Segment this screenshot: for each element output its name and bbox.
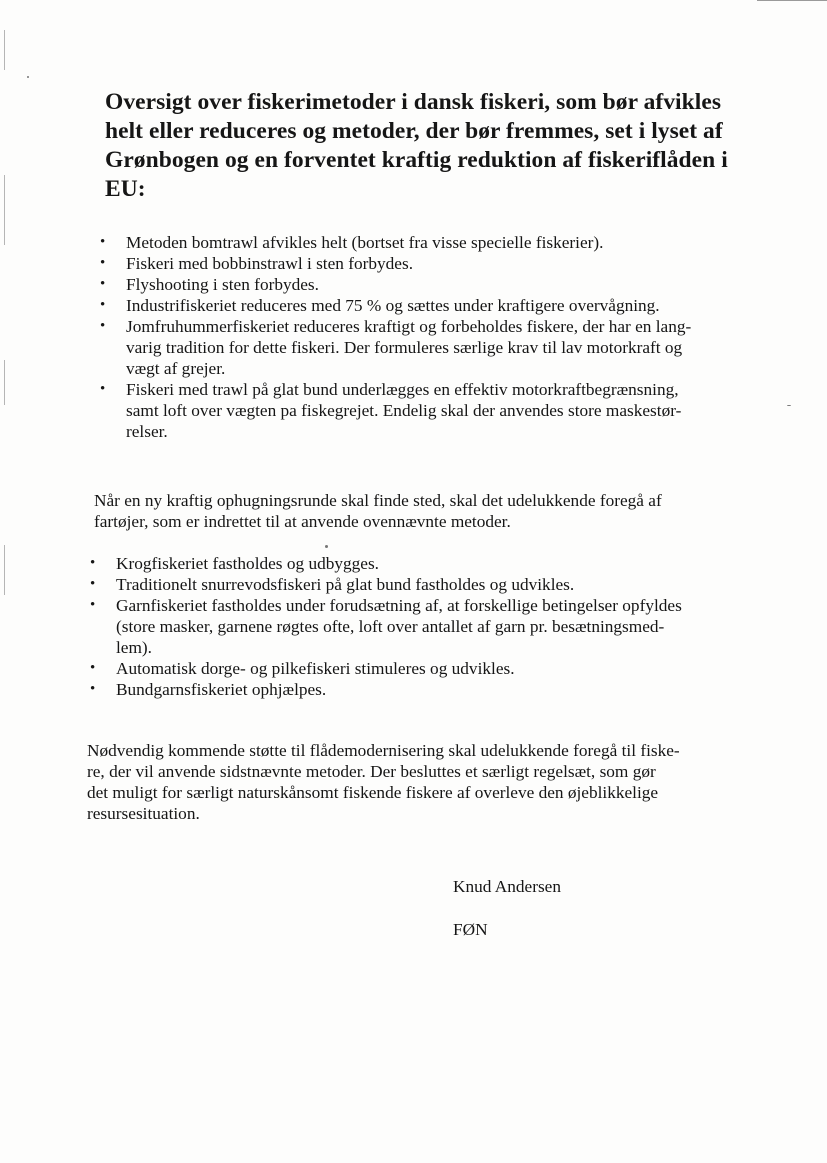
bullet-icon: • [100,318,106,334]
list-item-text: Metoden bomtrawl afvikles helt (bortset fra visse specielle fiskerier). [126,233,604,252]
list-item [0,253,691,274]
list-item [0,574,682,595]
list-item-text: Jomfruhummerfiskeriet reduceres kraftigt og forbeholdes fiskere, der har en lang- [126,317,692,336]
list-item-text: varig tradition for dette fiskeri. Der formuleres særlige krav til lav motorkraft og [126,338,683,357]
list-item-text: Industrifiskeriet reduceres med 75 % og sættes under kraftigere overvågning. [126,296,660,315]
list-item-text: relser. [126,422,168,441]
bullet-icon: • [90,681,96,697]
list-item-text: Bundgarnsfiskeriet ophjælpes. [116,680,327,699]
list-item-text: vægt af grejer. [126,359,226,378]
list-item-text: (store masker, garnene røgtes ofte, loft over antallet af garn pr. besætningsmed- [116,617,665,636]
paragraph-line: re, der vil anvende sidstnævnte metoder. Der besluttes et særligt regelsæt, som gør [87,762,656,781]
scan-artifact-edge [4,30,5,70]
list-item-text: Traditionelt snurrevodsfiskeri på glat bund fastholdes og udvikles. [116,575,575,594]
organization-name: FØN [453,920,488,939]
list-item [0,316,691,379]
signature-name: Knud Andersen [453,877,561,896]
list-item-text: Automatisk dorge- og pilkefiskeri stimuleres og udvikles. [116,659,515,678]
paragraph-line: Nødvendig kommende støtte til flådemodernisering skal udelukkende foregå til fiske- [87,741,680,760]
bullet-icon: • [100,234,106,250]
list-item [0,679,682,700]
document-title [105,88,795,204]
list-item-text: Krogfiskeriet fastholdes og udbygges. [116,554,380,573]
list-item [0,595,682,658]
list-item [0,295,691,316]
scan-speck [325,545,328,548]
title-line: EU: [105,176,146,202]
list-item [0,658,682,679]
methods-to-promote-list [0,553,682,700]
bullet-icon: • [90,555,96,571]
bullet-icon: • [100,276,106,292]
bullet-icon: • [90,597,96,613]
list-item-text: samt loft over vægten pa fiskegrejet. Endelig skal der anvendes store maskestør- [126,401,682,420]
paragraph-decommissioning [94,490,662,532]
scan-speck [27,76,29,78]
list-item-text: Flyshooting i sten forbydes. [126,275,319,294]
paragraph-line: det muligt for særligt naturskånsomt fiskende fiskere af overleve den øjeblikkelige [87,783,659,802]
bullet-icon: • [100,297,106,313]
list-item-text: Fiskeri med trawl på glat bund underlægges en effektiv motorkraftbegrænsning, [126,380,679,399]
paragraph-line: Når en ny kraftig ophugningsrunde skal finde sted, skal det udelukkende foregå af [94,491,662,510]
paragraph-modernisation-support [87,740,680,824]
list-item [0,274,691,295]
title-line: Oversigt over fiskerimetoder i dansk fiskeri, som bør afvikles [105,89,722,115]
bullet-icon: • [90,660,96,676]
bullet-icon: • [100,381,106,397]
title-line: Grønbogen og en forventet kraftig reduktion af fiskeriflåden i [105,147,728,173]
methods-to-reduce-list [0,232,691,442]
paragraph-line: fartøjer, som er indrettet til at anvende ovennævnte metoder. [94,512,511,531]
title-line: helt eller reduceres og metoder, der bør fremmes, set i lyset af [105,118,723,144]
list-item-text: Garnfiskeriet fastholdes under forudsætning af, at forskellige betingelser opfyldes [116,596,682,615]
list-item [0,553,682,574]
scan-artifact-line [757,0,827,1]
paragraph-line: resursesituation. [87,804,200,823]
list-item [0,379,691,442]
scan-speck [787,405,791,406]
list-item [0,232,691,253]
bullet-icon: • [90,576,96,592]
list-item-text: lem). [116,638,152,657]
list-item-text: Fiskeri med bobbinstrawl i sten forbydes. [126,254,414,273]
bullet-icon: • [100,255,106,271]
